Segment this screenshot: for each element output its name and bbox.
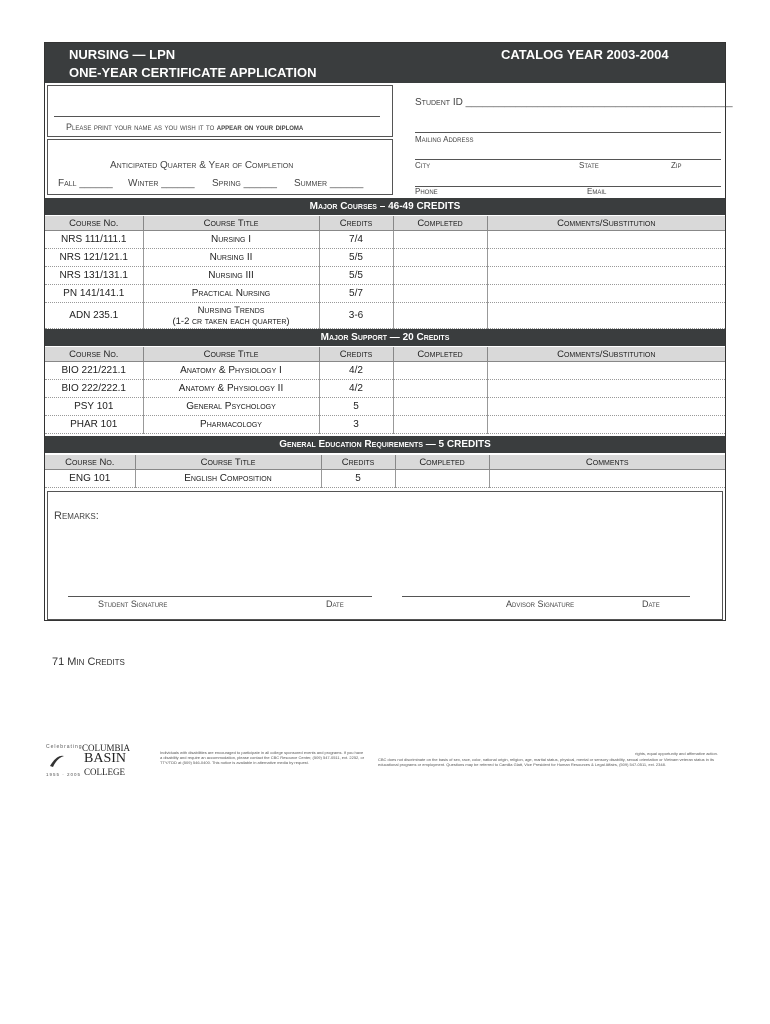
logo-celebrating: Celebrating <box>46 744 83 750</box>
comments-cell[interactable] <box>487 231 725 249</box>
zip-label: Zip <box>671 161 682 170</box>
city-line[interactable] <box>415 159 721 160</box>
date-label: Date <box>326 599 344 609</box>
course-credits: 5/5 <box>319 267 393 285</box>
course-no: ADN 235.1 <box>45 303 143 329</box>
college-logo <box>46 744 130 782</box>
course-credits: 5 <box>319 398 393 416</box>
logo-swoosh-icon <box>48 752 66 770</box>
table-row <box>45 267 725 285</box>
completed-cell[interactable] <box>393 398 487 416</box>
mailing-address-line[interactable] <box>415 132 721 133</box>
course-title: Nursing Trends (1-2 cr taken each quarter) <box>143 303 319 329</box>
comments-cell[interactable] <box>489 470 725 488</box>
spring-field[interactable]: Spring ______ <box>212 178 277 189</box>
gen-ed-table <box>45 455 725 488</box>
col-comments: Comments/Substitution <box>487 347 725 362</box>
course-credits: 4/2 <box>319 380 393 398</box>
completed-cell[interactable] <box>395 470 489 488</box>
phone-label: Phone <box>415 187 438 196</box>
course-no: NRS 111/111.1 <box>45 231 143 249</box>
course-no: PHAR 101 <box>45 416 143 434</box>
nondiscrimination-notice-b: CBC does not discriminate on the basis of sex, race, color, national origin, religion, age, marital status, physical, mental or sensory disability, sexual orientation or Vietnam veteran status in its educational programs or employment. Questions may be referred to Camilla Glatt, Vice President for Human Resources & Legal Affairs, (509) 547-0511, ext. 2348. <box>378 757 715 767</box>
table-row <box>45 362 725 380</box>
completion-quarter-box <box>47 139 393 195</box>
email-label: Email <box>587 187 607 196</box>
logo-line1: COLUMBIA <box>82 743 131 753</box>
table-row <box>45 231 725 249</box>
nondiscrimination-notice-a: rights, equal opportunity and affirmative action. <box>635 751 718 756</box>
phone-line[interactable] <box>415 186 721 187</box>
advisor-signature-line[interactable] <box>402 596 690 597</box>
disability-notice: Individuals with disabilities are encouraged to participate in all college sponsored events and programs. If you have a disability and require an accommodation, please contact the CBC Resource Center, (509) 547-0511, ext. 2252, or TTY/TDD at (509) 546-0400. This notice is available in alternative media by request. <box>160 750 365 765</box>
course-credits: 7/4 <box>319 231 393 249</box>
col-completed: Completed <box>393 347 487 362</box>
catalog-year: CATALOG YEAR 2003-2004 <box>501 47 669 62</box>
course-title: Practical Nursing <box>143 285 319 303</box>
name-field[interactable] <box>54 116 380 117</box>
table-row <box>45 416 725 434</box>
course-credits: 5/7 <box>319 285 393 303</box>
completed-cell[interactable] <box>393 362 487 380</box>
completed-cell[interactable] <box>393 380 487 398</box>
course-no: NRS 131/131.1 <box>45 267 143 285</box>
col-completed: Completed <box>395 455 489 470</box>
advisor-signature-label: Advisor Signature <box>506 599 575 609</box>
course-title: Pharmacology <box>143 416 319 434</box>
col-course-no: Course No. <box>45 347 143 362</box>
course-credits: 4/2 <box>319 362 393 380</box>
major-support-title: Major Support — 20 Credits <box>45 329 725 346</box>
course-title: Nursing I <box>143 231 319 249</box>
course-title: Anatomy & Physiology II <box>143 380 319 398</box>
completion-title: Anticipated Quarter & Year of Completion <box>110 160 294 171</box>
name-box <box>47 85 393 137</box>
course-credits: 3-6 <box>319 303 393 329</box>
course-credits: 5 <box>321 470 395 488</box>
major-courses-table <box>45 216 725 329</box>
course-credits: 3 <box>319 416 393 434</box>
comments-cell[interactable] <box>487 267 725 285</box>
form-header <box>45 43 725 83</box>
state-label: State <box>579 161 599 170</box>
course-credits: 5/5 <box>319 249 393 267</box>
logo-line2: BASIN <box>84 751 127 766</box>
summer-field[interactable]: Summer ______ <box>294 178 364 189</box>
comments-cell[interactable] <box>487 303 725 329</box>
remarks-box <box>47 491 723 620</box>
col-course-no: Course No. <box>45 455 135 470</box>
table-row <box>45 285 725 303</box>
col-comments: Comments/Substitution <box>487 216 725 231</box>
name-prompt: Please print your name as you wish it to appear on your diploma <box>66 122 304 132</box>
completed-cell[interactable] <box>393 285 487 303</box>
col-credits: Credits <box>321 455 395 470</box>
comments-cell[interactable] <box>487 416 725 434</box>
course-title: Nursing III <box>143 267 319 285</box>
completed-cell[interactable] <box>393 267 487 285</box>
table-row <box>45 470 725 488</box>
course-no: PN 141/141.1 <box>45 285 143 303</box>
student-signature-line[interactable] <box>68 596 372 597</box>
completed-cell[interactable] <box>393 249 487 267</box>
comments-cell[interactable] <box>487 398 725 416</box>
col-comments: Comments <box>489 455 725 470</box>
col-course-no: Course No. <box>45 216 143 231</box>
course-title: English Composition <box>135 470 321 488</box>
course-no: ENG 101 <box>45 470 135 488</box>
certificate-title: ONE-YEAR CERTIFICATE APPLICATION <box>69 65 317 80</box>
completed-cell[interactable] <box>393 231 487 249</box>
course-no: BIO 222/222.1 <box>45 380 143 398</box>
major-courses-title: Major Courses – 46-49 CREDITS <box>45 198 725 215</box>
course-no: NRS 121/121.1 <box>45 249 143 267</box>
col-completed: Completed <box>393 216 487 231</box>
table-row <box>45 398 725 416</box>
completed-cell[interactable] <box>393 416 487 434</box>
course-title: General Psychology <box>143 398 319 416</box>
course-title: Nursing II <box>143 249 319 267</box>
col-course-title: Course Title <box>143 216 319 231</box>
gen-ed-title: General Education Requirements — 5 CREDITS <box>45 436 725 453</box>
student-id-field[interactable]: Student ID ________________________________________________ <box>415 97 733 108</box>
comments-cell[interactable] <box>487 249 725 267</box>
col-credits: Credits <box>319 216 393 231</box>
col-course-title: Course Title <box>135 455 321 470</box>
course-title: Anatomy & Physiology I <box>143 362 319 380</box>
logo-line3: COLLEGE <box>84 767 125 777</box>
city-label: City <box>415 161 431 170</box>
min-credits: 71 Min Credits <box>52 656 125 668</box>
course-no: PSY 101 <box>45 398 143 416</box>
program-title: NURSING — LPN <box>69 47 176 62</box>
table-row <box>45 380 725 398</box>
comments-cell[interactable] <box>487 362 725 380</box>
winter-field[interactable]: Winter ______ <box>128 178 195 189</box>
comments-cell[interactable] <box>487 285 725 303</box>
major-support-table <box>45 347 725 434</box>
logo-years: 1955 · 2005 <box>46 772 82 777</box>
comments-cell[interactable] <box>487 380 725 398</box>
application-form <box>44 42 733 621</box>
col-course-title: Course Title <box>143 347 319 362</box>
course-no: BIO 221/221.1 <box>45 362 143 380</box>
remarks-label: Remarks: <box>54 510 99 522</box>
completed-cell[interactable] <box>393 303 487 329</box>
table-row <box>45 303 725 329</box>
fall-field[interactable]: Fall ______ <box>58 178 113 189</box>
mailing-address-label: Mailing Address <box>415 135 474 144</box>
student-signature-label: Student Signature <box>98 599 168 609</box>
date-label: Date <box>642 599 660 609</box>
col-credits: Credits <box>319 347 393 362</box>
table-row <box>45 249 725 267</box>
